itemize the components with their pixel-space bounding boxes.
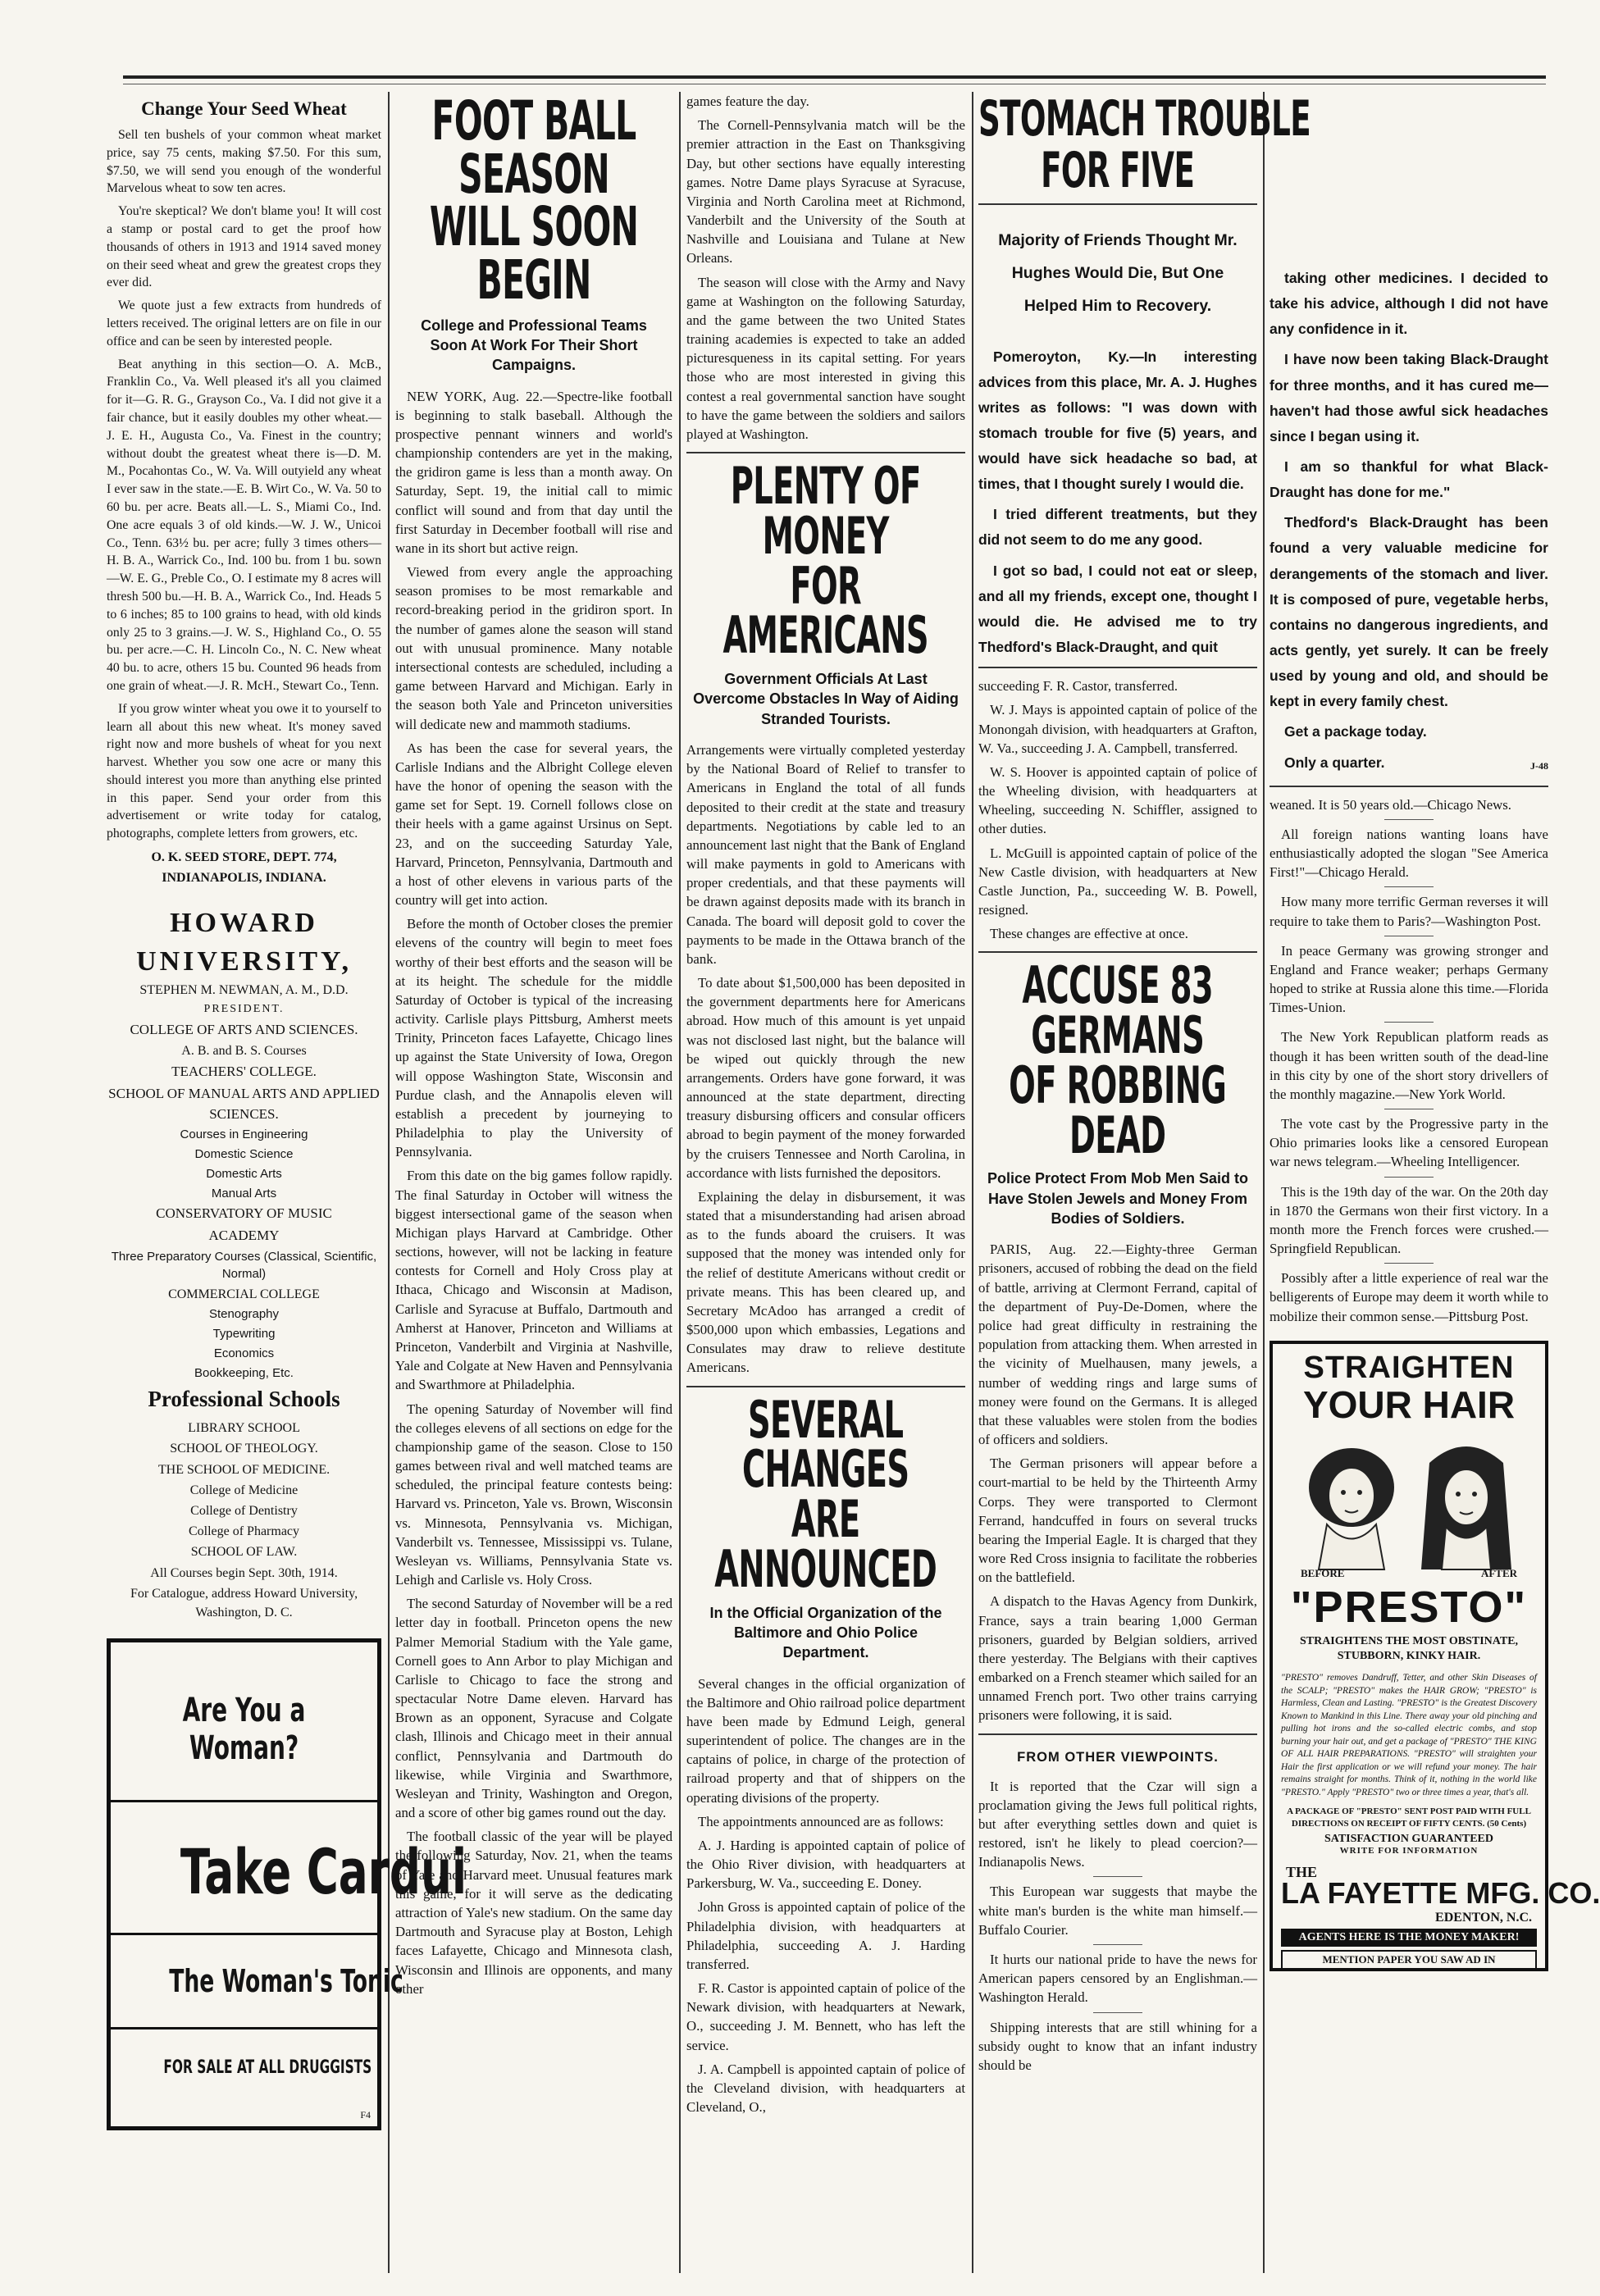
- before-after-portraits-icon: [1286, 1430, 1532, 1574]
- changes-cont-para: L. McGuill is appointed captain of police of the New Castle division, with headquarters at New Castle Junction, Pa., succeeding W. B. Powell, resigned.: [978, 845, 1257, 918]
- changes-para: The appointments announced are as follows:: [698, 1813, 944, 1829]
- stomach-para: taking other medicines. I decided to take his advice, although I did not have any confidence in it.: [1270, 270, 1548, 338]
- changes-cont-para: succeeding F. R. Castor, transferred.: [978, 678, 1178, 695]
- item-divider: [1384, 1177, 1434, 1178]
- item-divider: [1093, 1876, 1142, 1877]
- howard-line: ACADEMY: [208, 1227, 280, 1243]
- cardui-ad: [107, 1638, 467, 2130]
- howard-line: Bookkeeping, Etc.: [194, 1365, 294, 1380]
- seed-signature-city: INDIANAPOLIS, INDIANA.: [162, 871, 326, 886]
- cardui-druggists: FOR SALE AT ALL DRUGGISTS: [163, 2057, 372, 2079]
- column-3: [686, 92, 965, 2273]
- masthead-rule: [123, 75, 1546, 84]
- presto-headline: STRAIGHTEN: [1303, 1350, 1515, 1385]
- howard-line: A. B. and B. S. Courses: [181, 1044, 307, 1059]
- viewpoints-title: FROM OTHER VIEWPOINTS.: [1017, 1749, 1219, 1765]
- prof-line: SCHOOL OF LAW.: [190, 1545, 298, 1560]
- item-divider: [1384, 1263, 1434, 1264]
- howard-president: STEPHEN M. NEWMAN, A. M., D.D.: [139, 983, 349, 998]
- prof-line: All Courses begin Sept. 30th, 1914.: [150, 1565, 338, 1580]
- football-para: From this date on the big games follow rapidly. The final Saturday in October will witness the biggest intersectional game of the season when Michigan plays Harvard at Cambridge. Other sections, however, will not be lacking in feature contests for Cornell and Holy Cross play at Ithaca, Chicago and Wisconsin at Madison, Carlisle and Syracuse at Buffalo, Dartmouth and Amherst at Hanover, Princeton and Williams at Princeton, Vanderbilt and Virginia at Nashville, Yale and Colgate at New Haven and Pennsylvania and Swarthmore at Philadelphia.: [395, 1168, 672, 1393]
- article-divider: [1270, 786, 1548, 787]
- article-divider: [978, 667, 1257, 668]
- item-divider: [1093, 1944, 1142, 1945]
- prof-line: THE SCHOOL OF MEDICINE.: [157, 1462, 330, 1477]
- howard-line: COMMERCIAL COLLEGE: [168, 1287, 320, 1302]
- germans-headline: ACCUSE 83 GERMANS OF ROBBING DEAD: [1009, 955, 1227, 1165]
- stomach-para: Thedford's Black-Draught has been found a very valuable medicine for derangements of the stomach and liver. It is composed of pure, vegetable herbs, contains no dangerous ingredients, and acts gently, yet surely. It can be freely used by young and old, and should be kept in every family chest.: [1270, 514, 1548, 710]
- presto-before-label: BEFORE: [1301, 1566, 1345, 1579]
- article-divider: [978, 951, 1257, 953]
- changes-dek: In the Official Organization of the Baltimore and Ohio Police Department.: [709, 1604, 942, 1661]
- howard-line: Three Preparatory Courses (Classical, Scientific, Normal): [111, 1249, 377, 1282]
- howard-president-label: PRESIDENT.: [203, 1003, 285, 1016]
- presto-city: EDENTON, N.C.: [1435, 1910, 1532, 1925]
- stomach-dek: Majority of Friends Thought Mr. Hughes Would Die, But One Helped Him to Recovery.: [998, 230, 1238, 315]
- howard-line: Typewriting: [212, 1327, 276, 1341]
- prof-line: College of Dentistry: [190, 1504, 298, 1518]
- changes-para: J. A. Campbell is appointed captain of police of the Cleveland division, with headquarters at Cleveland, O.,: [686, 2061, 965, 2116]
- viewpoints-para: All foreign nations wanting loans have enthusiastically adopted the slogan "See America First!"—Chicago Herald.: [1270, 826, 1548, 881]
- presto-body: "PRESTO" removes Dandruff, Tetter, and other Skin Diseases of the SCALP; "PRESTO" makes the HAIR GROW; "PRESTO" is Harmless, Clean and Lasting. "PRESTO" is the Greatest Discovery Known to Mankind in this Line. There away your old pinching and pulling hot irons and the so-called electric combs, and stop burning your hair out, and get a package of "PRESTO" THE KING OF ALL HAIR PREPARATIONS. "PRESTO" will straighten your Hair the first application or we will refund your money. The hair remains straight for months. Think of it, nothing in the world like "PRESTO." Apply "PRESTO" two or three times a year, that's all.: [1281, 1673, 1537, 1797]
- presto-company: LA FAYETTE MFG. CO.: [1281, 1875, 1600, 1910]
- changes-para: A. J. Harding is appointed captain of police of the Ohio River division, with headquarters at Parkersburg, W. Va., succeeding E. Doney.: [686, 1837, 965, 1892]
- football-para: The second Saturday of November will be a red letter day in football. Princeton opens the new Palmer Memorial Stadium with the Yale game, Cornell goes to Ann Arbor to play Michigan and Carlisle to Chicago to face the strong and spectacular Notre Dame eleven. Harvard has Brown as an opponent, Syracuse and Colgate clash, Illinois and Chicago meet in their annual conflict, Pennsylvania and Dartmouth do likewise, while Virginia and Swarthmore, Wesleyan and Trinity, Washington and Oregon, and a score of other big games round out the day.: [395, 1596, 672, 1821]
- money-para: Arrangements were virtually completed yesterday by the National Board of Relief to transfer to Americans in England the total of all funds deposited to their credit at the state and treasury departments. Negotiations by cable led to an announcement last night that the Bank of England will make payments in gold to Americans with proper credentials, and that these payments will be drawn against deposits made with its branch in Canada. The board will deposit gold to cover the payments to be made in the Ottawa branch of the bank.: [686, 741, 965, 967]
- germans-para: A dispatch to the Havas Agency from Dunkirk, France, says a train bearing 1,000 German prisoners, guarded by Belgian soldiers, arrived there yesterday. The Belgians with their captives embarked on a French steamer which sailed for an unnamed French port. Two other trains carrying prisoners were following, it is said.: [978, 1593, 1257, 1724]
- cardui-code: F4: [360, 2109, 371, 2121]
- stomach-ad-right: [1270, 266, 1548, 776]
- howard-line: Stenography: [208, 1307, 280, 1322]
- professional-schools-title: Professional Schools: [148, 1387, 340, 1412]
- football-cont-para: The season will close with the Army and Navy game at Washington on the following Saturday, and the game between the two United States training academies is expected to take an added picturesqueness in its capital setting. For years those who are most interested in giving this contest a real governmental sanction have sought to have the game between the soldiers and sailors played at Washington.: [686, 274, 965, 442]
- column-4: [978, 90, 1311, 2273]
- howard-line: TEACHERS' COLLEGE.: [171, 1064, 317, 1080]
- changes-cont-para: These changes are effective at once.: [990, 926, 1188, 942]
- viewpoints-para: It hurts our national pride to have the news for American papers censored by an Englishman.—Washington Herald.: [978, 1951, 1257, 2006]
- howard-line: Domestic Arts: [206, 1166, 282, 1181]
- changes-para: John Gross is appointed captain of police of the Philadelphia division, with headquarters at Philadelphia, succeeding A. J. Harding transferred.: [686, 1899, 965, 1972]
- prof-line: SCHOOL OF THEOLOGY.: [170, 1442, 318, 1456]
- howard-line: Economics: [213, 1346, 275, 1360]
- football-cont-para: The Cornell-Pennsylvania match will be the premier attraction in the East on Thanksgiving Day, but other sections have equally interesting games. Notre Dame plays Syracuse at Syracuse, Virginia and North Carolina meet at Richmond, Vanderbilt and the University of the South at Nashville and Louisiana and Tulane at New Orleans.: [686, 117, 965, 266]
- howard-line: SCHOOL OF MANUAL ARTS AND APPLIED SCIENCES.: [108, 1086, 380, 1122]
- item-divider: [1093, 2012, 1142, 2013]
- column-1: [107, 92, 467, 2273]
- cardui-divider: [111, 1933, 377, 1935]
- cardui-tonic: The Woman's Tonic: [169, 1963, 403, 2000]
- money-para: To date about $1,500,000 has been deposited in the government departments here for Americans abroad. How much of this amount is yet unpaid was not disclosed last night, but the balance will be wiped out quickly through the new arrangements. Orders have gone forward, it was announced at the state department, directing treasury disbursing officers and consular officers abroad to begin payment of the money forwarded by the cruisers Tennessee and North Carolina, in accordance with lists furnished the depositors.: [686, 975, 965, 1181]
- stomach-headline: STOMACH TROUBLE: [978, 90, 1311, 148]
- howard-line: Manual Arts: [211, 1186, 277, 1200]
- seed-para: Beat anything in this section—O. A. McB., Franklin Co., Va. Well pleased it's all you claimed for it—G. R. G., Grayson Co., Va. I did not give it a fair chance, but it easily doubles my other wheat.—J. E. H., Augusta Co., Va. Finest in the country; without doubt the greatest wheat there is—D. M. M., Pocahontas Co., W. Va. Will outyield any wheat I ever saw in the state.—E. B. Wirt Co., W. Va. 50 to 60 bu. per acre. Beats all.—L. S., Miami Co., Ind. One acre equals 3 of old kinds.—W. J. W., Unicoi Co., Tenn. 63½ bu. per acre; fully 3 times others—H. B. A., Warrick Co., Ind. 100 bu. from 1 bu. sown—W. E. G., Preble Co., O. I estimate my 8 acres will thresh 500 bu.—H. B. A., Warrick Co., Ind. Heads 5 to 6 inches; 85 to 100 grains to head, with old kinds only 25 to 3 grains.—J. W. S., Highland Co., O. 55 bu. per acre.—C. H. Lincoln Co., N. C. New wheat 40 bu. to acre, others 15 bu. Counted 96 heads from one grain of wheat.—J. R. McH., Stewart Co., Tenn.: [107, 357, 381, 693]
- changes-headline: SEVERAL CHANGES ARE ANNOUNCED: [714, 1389, 937, 1599]
- howard-line: Courses in Engineering: [180, 1128, 308, 1142]
- viewpoints-para: weaned. It is 50 years old.—Chicago News.: [1270, 796, 1511, 813]
- viewpoints-para: The vote cast by the Progressive party in the Ohio primaries looks like a censored European war news telegram.—Wheeling Intelligencer.: [1270, 1116, 1548, 1170]
- viewpoints-para: The New York Republican platform reads as though it has been written south of the dead-line in this city by one of the short story drivellers of the monthly magazine.—New York World.: [1270, 1029, 1548, 1102]
- prof-line: College of Medicine: [189, 1483, 299, 1497]
- presto-agents-banner: AGENTS HERE IS THE MONEY MAKER!: [1281, 1929, 1537, 1947]
- column-5: [1270, 92, 1600, 2273]
- viewpoints-para: This European war suggests that maybe the white man's burden is the white man himself.—Buffalo Courier.: [978, 1884, 1257, 1938]
- seed-para: If you grow winter wheat you owe it to yourself to learn all about this new wheat. It's money saved right now and more bushels of wheat for you next harvest. Whether you sow one acre or many this should interest you more than anything else printed in this paper. Send your order from this advertisement or write today for catalog, photographs, complete letters from growers, etc.: [107, 701, 381, 841]
- presto-write: WRITE FOR INFORMATION: [1339, 1845, 1479, 1856]
- presto-mention: MENTION PAPER YOU SAW AD IN: [1281, 1950, 1537, 1970]
- football-headline: FOOT BALL SEASON WILL SOON BEGIN: [429, 89, 639, 312]
- howard-title-2: UNIVERSITY,: [136, 946, 352, 977]
- viewpoints-para: Possibly after a little experience of real war the belligerents of Europe may deem it worth while to mobilize their common sense.—Pittsburg Post.: [1270, 1270, 1548, 1324]
- football-cont-para: games feature the day.: [686, 93, 809, 109]
- presto-offer: A PACKAGE OF "PRESTO" SENT POST PAID WITH FULL DIRECTIONS ON RECEIPT OF FIFTY CENTS. (50 Cents): [1287, 1806, 1531, 1829]
- howard-line: COLLEGE OF ARTS AND SCIENCES.: [130, 1021, 358, 1037]
- stomach-para: I got so bad, I could not eat or sleep, and all my friends, except one, thought I would die. He advised me to try Thedford's Black-Draught, and quit: [978, 562, 1257, 656]
- seed-wheat-title: Change Your Seed Wheat: [141, 98, 347, 119]
- changes-para: F. R. Castor is appointed captain of police of the Newark division, with headquarters at Newark, O., succeeding J. M. Bennett, who has left the service.: [686, 1980, 965, 2053]
- stomach-headline-2: FOR FIVE: [1041, 141, 1195, 199]
- football-para: The football classic of the year will be played the following Saturday, Nov. 21, when the teams of Yale and Harvard meet. Unusual features mark this game, for it will serve as the dedicating attraction of Yale's new stadium. On the same day Dartmouth and Syracuse play at Boston, Lehigh faces Lafayette, Chicago and Minnesota clash, Wisconsin and Illinois are opponents, and many other: [395, 1829, 672, 1997]
- seed-para: We quote just a few extracts from hundreds of letters received. The original letters are on file in our office and can be seen by interested people.: [107, 298, 381, 348]
- cardui-question: Are You a Woman?: [182, 1692, 306, 1768]
- article-divider: [978, 1733, 1257, 1735]
- changes-cont-para: W. J. Mays is appointed captain of police of the Monongah division, with headquarters at Grafton, W. Va., succeeding J. A. Campbell, transferred.: [978, 702, 1257, 756]
- football-para: The opening Saturday of November will find the colleges elevens of all sections on edge for the championship game of the season. Close to 150 games between rival and well matched teams are scheduled, the principal feature contests being: Harvard vs. Princeton, Yale vs. Brown, Wisconsin vs. Minnesota, Pennsylvania vs. Michigan, Vanderbilt vs. Tennessee, Mississippi vs. Tulane, Wesleyan vs. Williams, Pennsylvania State vs. Lehigh and Carlisle vs. Holy Cross.: [395, 1401, 672, 1588]
- football-para: As has been the case for several years, the Carlisle Indians and the Albright College eleven have the honor of opening the season with the game set for Sept. 19. Cornell follows close on their heels with a game against Ursinus on Sept. 23, and on the succeeding Saturday Yale, Harvard, Princeton, Pennsylvania, Dartmouth and a host of other elevens in various parts of the country will get into action.: [395, 740, 672, 909]
- howard-line: Domestic Science: [194, 1147, 294, 1162]
- seed-signature: O. K. SEED STORE, DEPT. 774,: [151, 850, 337, 865]
- changes-cont-para: W. S. Hoover is appointed captain of police of the Wheeling division, with headquarters at Wheeling, succeeding N. Schiffler, assigned to other duties.: [978, 763, 1257, 837]
- article-divider: [686, 452, 965, 453]
- cardui-divider: [111, 2027, 377, 2029]
- column-rule: [1263, 92, 1265, 2273]
- column-rule: [388, 92, 390, 2273]
- presto-brand: "PRESTO": [1290, 1582, 1528, 1632]
- article-divider: [686, 1386, 965, 1387]
- presto-guarantee: SATISFACTION GUARANTEED: [1324, 1832, 1493, 1845]
- column-rule: [972, 92, 973, 2273]
- viewpoints-para: This is the 19th day of the war. On the 20th day in 1870 the Germans won their first victory. In a month more the French forces were crushed.—Springfield Republican.: [1270, 1183, 1548, 1257]
- viewpoints-para: It is reported that the Czar will sign a proclamation giving the Jews full political rights, but after everything settles down and quiet is restored, isn't he likely to plead coercion?—Indianapolis News.: [978, 1778, 1257, 1870]
- stomach-para: Only a quarter.: [1284, 754, 1385, 771]
- presto-after-label: AFTER: [1480, 1566, 1517, 1579]
- column-2: [395, 89, 672, 2273]
- germans-para: The German prisoners will appear before a court-martial to be held by the Thirteenth Army Corps. They were transported to Clermont Ferrand, handcuffed in fours on several trucks bearing the Imperial Eagle. It is charged that they wore Red Cross insignia to facilitate the robberies on the battlefield.: [978, 1456, 1257, 1586]
- cardui-divider: [111, 1800, 377, 1802]
- prof-line: LIBRARY SCHOOL: [188, 1421, 300, 1436]
- stomach-para: I have now been taking Black-Draught for three months, and it has cured me—haven't had those awful sick headaches since I began using it.: [1270, 351, 1548, 444]
- football-para: NEW YORK, Aug. 22.—Spectre-like football is beginning to stalk baseball. Although the prospective pennant winners and world's championship contenders are yet in the making, the gridiron game is less than a month away. On Saturday, Sept. 19, the initial call to mimic conflict will sound and from that day until the first Saturday in December football will rise and wane in its short but active reign.: [395, 388, 672, 556]
- seed-para: Sell ten bushels of your common wheat market price, say 75 cents, making $7.50. For this sum, $7.50, we will send you enough of the wonderful Marvelous wheat to sow ten acres.: [107, 128, 381, 196]
- stomach-para: I am so thankful for what Black-Draught has done for me.": [1270, 458, 1548, 501]
- changes-para: Several changes in the official organization of the Baltimore and Ohio railroad police department have been made by Edmund Leigh, general superintendent of police. The changes are in the captains of police, in charge of the protection of railroad property and that of shippers on the operating divisions of the property.: [686, 1675, 965, 1806]
- germans-para: PARIS, Aug. 22.—Eighty-three German prisoners, accused of robbing the dead on the field of battle, arriving at Clermont Ferrand, capital of the department of Puy-De-Domen, where the police had great difficulty in restraining the population from attacking them. When arrested in the vicinity of Muelhausen, many jewels, a number of wedding rings and large sums of money were found on the Germans. It is alleged that these valuables were stolen from the bodies of officers and soldiers.: [978, 1241, 1257, 1448]
- prof-line: For Catalogue, address Howard University, Washington, D. C.: [130, 1586, 358, 1620]
- money-headline: PLENTY OF MONEY FOR AMERICANS: [723, 456, 929, 666]
- presto-subtitle: STRAIGHTENS THE MOST OBSTINATE, STUBBORN, KINKY HAIR.: [1299, 1634, 1519, 1662]
- seed-para: You're skeptical? We don't blame you! It will cost a stamp or postal card to get the proof how thousands of others in 1913 and 1914 saved money on their seed wheat and grew the greatest crops they ever did.: [107, 204, 381, 290]
- stomach-para: Get a package today.: [1284, 723, 1427, 740]
- cardui-brand: Take Cardui: [180, 1835, 467, 1909]
- column-rule: [679, 92, 681, 2273]
- presto-the: THE: [1286, 1863, 1318, 1880]
- money-dek: Government Officials At Last Overcome Obstacles In Way of Aiding Stranded Tourists.: [693, 671, 959, 727]
- viewpoints-para: How many more terrific German reverses it will require to take them to Paris?—Washington Post.: [1270, 894, 1548, 929]
- presto-headline-2: YOUR HAIR: [1302, 1383, 1516, 1426]
- item-divider: [1384, 1022, 1434, 1023]
- football-para: Viewed from every angle the approaching season promises to be most remarkable and record-breaking period in the gridiron sport. In the number of games alone the season will stand out with unusual prominence. Many notable intersectional contests are scheduled, including a game between Harvard and Michigan. Early in the season both Yale and Princeton universities will dedicate new and mammoth stadiums.: [395, 564, 672, 732]
- stomach-rule: [978, 203, 1257, 205]
- prof-line: College of Pharmacy: [188, 1524, 300, 1539]
- viewpoints-para: In peace Germany was growing stronger and England and France weaker; perhaps Germany hoped to strike at Russia alone this time.—Florida Times-Union.: [1270, 942, 1548, 1016]
- germans-dek: Police Protect From Mob Men Said to Have Stolen Jewels and Money From Bodies of Soldiers.: [987, 1170, 1249, 1228]
- football-para: Before the month of October closes the premier elevens of the country will begin to meet foes worthy of their best efforts and the season will be at its height. The schedule for the middle Saturday of October is typical of the increasing activity. Carlisle plays Pittsburg, Amherst meets Trinity, Princeton faces Lafayette, Chicago lines up against the State University of Iowa, Oregon will oppose Washington State, Wisconsin and Purdue clash, and the Annapolis eleven will establish a precedent by journeying to Philadelphia to play the University of Pennsylvania.: [395, 916, 672, 1160]
- viewpoints-para: Shipping interests that are still whining for a subsidy ought to know that an infant industry should be: [978, 2019, 1257, 2073]
- howard-title: HOWARD: [170, 908, 318, 939]
- money-para: Explaining the delay in disbursement, it was stated that a misunderstanding had arisen abroad as to the funds aboard the cruisers. It was supposed that the money was intended only for the relief of destitute Americans without credit or private means. This has been cleared up, and Secretary McAdoo has arranged a credit of $500,000 upon which embassies, Legations and Consulates may draw to relieve destitute Americans.: [686, 1188, 965, 1376]
- presto-ad: [1270, 1341, 1600, 1971]
- stomach-ad-code: J-48: [1530, 759, 1548, 772]
- item-divider: [1384, 886, 1434, 887]
- howard-line: CONSERVATORY OF MUSIC: [156, 1205, 332, 1222]
- stomach-para: Pomeroyton, Ky.—In interesting advices from this place, Mr. A. J. Hughes writes as follows: "I was down with stomach trouble for five (5) years, and would have sick headache so bad, at times, that I thought surely I would die.: [978, 348, 1257, 493]
- stomach-ad-left: [978, 90, 1311, 660]
- stomach-para: I tried different treatments, but they did not seem to do me any good.: [978, 506, 1257, 549]
- football-dek: College and Professional Teams Soon At Work For Their Short Campaigns.: [421, 317, 647, 374]
- item-divider: [1384, 819, 1434, 820]
